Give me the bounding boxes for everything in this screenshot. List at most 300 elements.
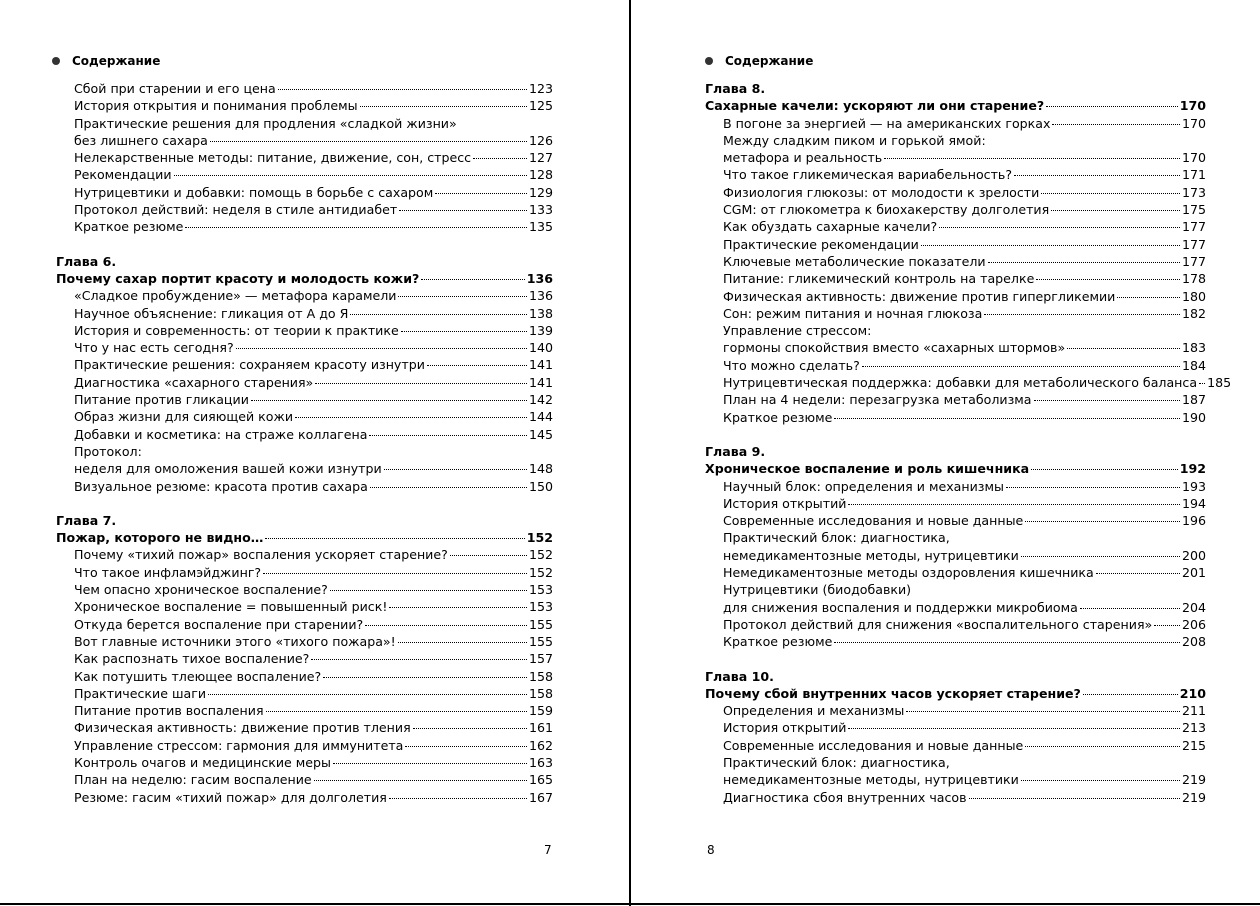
entry-page-number: 200	[1181, 547, 1206, 563]
entry-page-number: 123	[528, 81, 553, 96]
toc-entry[interactable]	[56, 754, 553, 771]
dot-leader	[1014, 175, 1180, 176]
entry-title: Рекомендации	[74, 167, 172, 183]
toc-entry[interactable]	[705, 270, 1206, 287]
dot-leader	[333, 763, 527, 764]
page-number: 7	[544, 843, 552, 857]
section-gap	[56, 495, 553, 512]
toc-entry[interactable]	[56, 132, 553, 149]
toc-entry[interactable]	[705, 581, 1206, 598]
dot-leader	[1067, 348, 1180, 349]
dot-leader	[1021, 556, 1180, 557]
toc-entry[interactable]	[56, 598, 553, 615]
entry-title: Глава 7.	[56, 512, 117, 528]
entry-page-number: 190	[1181, 409, 1206, 425]
entry-title: Почему сахар портит красоту и молодость кожи?	[56, 270, 420, 286]
right-page	[631, 0, 1260, 906]
chapter-heading-line[interactable]	[705, 668, 1206, 685]
chapter-heading-line[interactable]	[705, 80, 1206, 97]
section-gap	[705, 651, 1206, 668]
dot-leader	[311, 659, 527, 660]
entry-page-number: 126	[528, 132, 553, 148]
entry-title: Образ жизни для сияющей кожи	[74, 409, 294, 425]
entry-title: Практические решения: сохраняем красоту изнутри	[74, 357, 425, 373]
dot-leader	[1083, 694, 1178, 695]
toc-entry[interactable]	[705, 529, 1206, 546]
entry-page-number: 184	[1181, 357, 1206, 373]
entry-page-number: 128	[528, 167, 553, 183]
dot-leader	[365, 625, 527, 626]
entry-title: Физиология глюкозы: от молодости к зрелости	[723, 184, 1040, 200]
entry-title: Нутрицевтики (биодобавки)	[723, 582, 912, 598]
toc-entry[interactable]	[56, 287, 553, 304]
chapter-heading-line[interactable]	[705, 97, 1206, 114]
entry-title: Нелекарственные методы: питание, движение, сон, стресс	[74, 150, 472, 166]
dot-leader	[988, 262, 1180, 263]
entry-title: Пожар, которого не видно…	[56, 530, 264, 546]
entry-page-number: 140	[528, 340, 553, 356]
section-gap	[705, 426, 1206, 443]
entry-title: Протокол:	[74, 443, 142, 459]
toc-entry[interactable]	[705, 702, 1206, 719]
dot-leader	[939, 227, 1180, 228]
toc-entry[interactable]	[705, 633, 1206, 650]
dot-leader	[236, 348, 527, 349]
dot-leader	[884, 158, 1180, 159]
dot-leader	[834, 642, 1180, 643]
entry-page-number: 141	[528, 357, 553, 373]
entry-title: «Сладкое пробуждение» — метафора карамели	[74, 288, 397, 304]
entry-page-number: 196	[1181, 513, 1206, 529]
entry-page-number: 158	[528, 668, 553, 684]
entry-title: Нутрицевтики и добавки: помощь в борьбе с сахаром	[74, 184, 434, 200]
dot-leader	[323, 677, 527, 678]
dot-leader	[401, 331, 527, 332]
entry-title: Физическая активность: движение против тления	[74, 720, 411, 736]
entry-page-number: 170	[1179, 98, 1206, 114]
dot-leader	[1031, 469, 1178, 470]
toc-entry[interactable]	[56, 581, 553, 598]
entry-title: Немедикаментозные методы оздоровления кишечника	[723, 565, 1094, 581]
dot-leader	[208, 694, 527, 695]
entry-page-number: 152	[528, 564, 553, 580]
entry-title: немедикаментозные методы, нутрицевтики	[723, 772, 1019, 788]
dot-leader	[398, 642, 527, 643]
entry-title: Сбой при старении и его цена	[74, 81, 276, 96]
dot-leader	[435, 193, 527, 194]
chapter-heading-line[interactable]	[56, 512, 553, 529]
entry-page-number: 213	[1181, 720, 1206, 736]
entry-page-number: 204	[1181, 599, 1206, 615]
entry-title: Физическая активность: движение против гипергликемии	[723, 288, 1116, 304]
entry-title: История и современность: от теории к практике	[74, 322, 399, 338]
entry-page-number: 193	[1181, 478, 1206, 494]
toc-entry[interactable]	[705, 132, 1206, 149]
entry-page-number: 178	[1181, 271, 1206, 287]
entry-title: метафора и реальность	[723, 150, 883, 166]
chapter-heading-line[interactable]	[705, 685, 1206, 702]
toc-entry[interactable]	[56, 460, 553, 477]
entry-page-number: 136	[526, 270, 553, 286]
toc-entry[interactable]	[56, 391, 553, 408]
entry-title: Откуда берется воспаление при старении?	[74, 616, 364, 632]
entry-title: Глава 10.	[705, 668, 774, 684]
dot-leader	[360, 106, 527, 107]
toc-entry[interactable]	[56, 443, 553, 460]
entry-page-number: 183	[1181, 340, 1206, 356]
dot-leader	[413, 728, 527, 729]
toc-entry[interactable]	[56, 115, 553, 132]
entry-page-number: 133	[528, 202, 553, 218]
entry-title: Что можно сделать?	[723, 357, 860, 373]
toc-entry[interactable]	[56, 218, 553, 235]
entry-page-number: 136	[528, 288, 553, 304]
dot-leader	[398, 296, 526, 297]
dot-leader	[350, 314, 527, 315]
toc-entry[interactable]	[56, 374, 553, 391]
table-of-contents	[705, 80, 1232, 806]
entry-page-number: 167	[528, 789, 553, 805]
toc-entry[interactable]	[705, 495, 1206, 512]
entry-title: Глава 8.	[705, 81, 766, 96]
dot-leader	[295, 417, 527, 418]
toc-entry[interactable]	[705, 478, 1206, 495]
entry-page-number: 175	[1181, 202, 1206, 218]
entry-title: Современные исследования и новые данные	[723, 737, 1024, 753]
entry-title: без лишнего сахара	[74, 132, 208, 148]
entry-title: Протокол действий: неделя в стиле антидиабет	[74, 202, 398, 218]
page-number: 8	[707, 843, 715, 857]
entry-page-number: 192	[1179, 461, 1206, 477]
toc-entry[interactable]	[56, 408, 553, 425]
dot-leader	[370, 487, 527, 488]
entry-page-number: 170	[1181, 150, 1206, 166]
dot-leader	[921, 245, 1180, 246]
toc-entry[interactable]	[705, 166, 1206, 183]
toc-entry[interactable]	[705, 184, 1206, 201]
left-page-header	[52, 54, 160, 68]
bullet-icon	[705, 57, 713, 65]
toc-entry[interactable]	[705, 322, 1206, 339]
entry-title: История открытий	[723, 495, 847, 511]
entry-title: Визуальное резюме: красота против сахара	[74, 478, 368, 494]
entry-page-number: 152	[526, 530, 553, 546]
toc-entry[interactable]	[56, 685, 553, 702]
entry-title: Практический блок: диагностика,	[723, 754, 950, 770]
entry-page-number: 148	[528, 461, 553, 477]
dot-leader	[1051, 210, 1180, 211]
entry-page-number: 159	[528, 703, 553, 719]
toc-entry[interactable]	[705, 771, 1206, 788]
entry-title: Между сладким пиком и горькой ямой:	[723, 132, 986, 148]
dot-leader	[421, 279, 524, 280]
header-title: Содержание	[72, 54, 161, 68]
entry-title: Хроническое воспаление и роль кишечника	[705, 461, 1030, 477]
toc-entry[interactable]	[705, 512, 1206, 529]
toc-entry[interactable]	[705, 149, 1206, 166]
entry-page-number: 127	[528, 150, 553, 166]
entry-page-number: 129	[528, 184, 553, 200]
entry-page-number: 161	[528, 720, 553, 736]
toc-entry[interactable]	[56, 426, 553, 443]
entry-page-number: 185	[1207, 375, 1232, 391]
toc-entry[interactable]	[705, 253, 1206, 270]
toc-entry[interactable]	[56, 478, 553, 495]
entry-title: Почему «тихий пожар» воспаления ускоряет старение?	[74, 547, 448, 563]
entry-title: Ключевые метаболические показатели	[723, 253, 986, 269]
entry-title: для снижения воспаления и поддержки микробиома	[723, 599, 1078, 615]
entry-page-number: 138	[528, 305, 553, 321]
toc-entry[interactable]	[56, 305, 553, 322]
toc-entry[interactable]	[56, 184, 553, 201]
entry-page-number: 144	[528, 409, 553, 425]
toc-entry[interactable]	[56, 564, 553, 581]
entry-page-number: 163	[528, 754, 553, 770]
chapter-heading-line[interactable]	[705, 460, 1206, 477]
toc-entry[interactable]	[705, 754, 1206, 771]
entry-title: CGM: от глюкометра к биохакерству долголетия	[723, 202, 1050, 218]
entry-title: Почему сбой внутренних часов ускоряет старение?	[705, 685, 1081, 701]
entry-title: Научное объяснение: гликация от А до Я	[74, 305, 349, 321]
entry-title: Практические шаги	[74, 685, 207, 701]
toc-entry[interactable]	[56, 737, 553, 754]
entry-title: Как обуздать сахарные качели?	[723, 219, 938, 235]
toc-entry[interactable]	[56, 668, 553, 685]
entry-page-number: 157	[528, 651, 553, 667]
entry-page-number: 206	[1181, 616, 1206, 632]
toc-entry[interactable]	[56, 356, 553, 373]
dot-leader	[210, 141, 527, 142]
entry-title: Хроническое воспаление = повышенный риск!	[74, 599, 388, 615]
entry-title: Протокол действий для снижения «воспалительного старения»	[723, 616, 1153, 632]
entry-page-number: 215	[1181, 737, 1206, 753]
toc-entry[interactable]	[705, 599, 1206, 616]
dot-leader	[278, 89, 527, 90]
entry-title: Управление стрессом:	[723, 323, 872, 339]
dot-leader	[384, 469, 527, 470]
dot-leader	[969, 798, 1180, 799]
entry-page-number: 177	[1181, 253, 1206, 269]
entry-title: Управление стрессом: гармония для иммунитета	[74, 737, 404, 753]
entry-title: Практический блок: диагностика,	[723, 530, 950, 546]
dot-leader	[389, 607, 527, 608]
entry-title: Краткое резюме	[74, 219, 184, 235]
entry-page-number: 153	[528, 582, 553, 598]
left-page	[0, 0, 629, 906]
toc-entry[interactable]	[56, 201, 553, 218]
dot-leader	[848, 728, 1180, 729]
dot-leader	[1034, 400, 1180, 401]
dot-leader	[263, 573, 527, 574]
entry-page-number: 177	[1181, 219, 1206, 235]
toc-entry[interactable]	[56, 80, 553, 97]
entry-page-number: 153	[528, 599, 553, 615]
entry-title: Сон: режим питания и ночная глюкоза	[723, 305, 983, 321]
toc-entry[interactable]	[56, 789, 553, 806]
entry-title: Добавки и косметика: на страже коллагена	[74, 426, 368, 442]
toc-entry[interactable]	[705, 201, 1206, 218]
entry-title: В погоне за энергией — на американских горках	[723, 115, 1051, 131]
toc-entry[interactable]	[705, 236, 1206, 253]
toc-entry[interactable]	[705, 357, 1206, 374]
dot-leader	[389, 798, 527, 799]
entry-page-number: 187	[1181, 392, 1206, 408]
entry-title: Практические решения для продления «сладкой жизни»	[74, 115, 457, 131]
entry-title: Питание против гликации	[74, 392, 249, 408]
entry-title: Краткое резюме	[723, 409, 833, 425]
entry-title: Что такое инфламэйджинг?	[74, 564, 262, 580]
entry-title: Определения и механизмы	[723, 703, 905, 719]
chapter-heading-line[interactable]	[56, 529, 553, 546]
entry-page-number: 155	[528, 633, 553, 649]
entry-title: Питание против воспаления	[74, 703, 264, 719]
entry-title: Глава 9.	[705, 443, 766, 459]
toc-entry[interactable]	[56, 702, 553, 719]
dot-leader	[1036, 279, 1180, 280]
toc-entry[interactable]	[56, 339, 553, 356]
entry-title: Сахарные качели: ускоряют ли они старение?	[705, 98, 1045, 114]
chapter-heading-line[interactable]	[56, 253, 553, 270]
toc-entry[interactable]	[705, 305, 1206, 322]
dot-leader	[1096, 573, 1180, 574]
toc-entry[interactable]	[705, 339, 1206, 356]
entry-title: Питание: гликемический контроль на тарелке	[723, 271, 1035, 287]
toc-entry[interactable]	[56, 166, 553, 183]
entry-title: Диагностика сбоя внутренних часов	[723, 789, 967, 805]
entry-page-number: 219	[1181, 772, 1206, 788]
entry-title: Современные исследования и новые данные	[723, 513, 1024, 529]
toc-entry[interactable]	[705, 288, 1206, 305]
toc-entry[interactable]	[705, 409, 1206, 426]
dot-leader	[1025, 521, 1180, 522]
entry-page-number: 219	[1181, 789, 1206, 805]
entry-page-number: 165	[528, 772, 553, 788]
entry-page-number: 162	[528, 737, 553, 753]
bullet-icon	[52, 57, 60, 65]
entry-page-number: 171	[1181, 167, 1206, 183]
entry-page-number: 135	[528, 219, 553, 235]
dot-leader	[251, 400, 527, 401]
chapter-heading-line[interactable]	[705, 443, 1206, 460]
dot-leader	[266, 711, 527, 712]
entry-title: Научный блок: определения и механизмы	[723, 478, 1004, 494]
dot-leader	[1080, 608, 1180, 609]
section-gap	[56, 236, 553, 253]
toc-entry[interactable]	[56, 771, 553, 788]
dot-leader	[369, 435, 526, 436]
toc-entry[interactable]	[56, 719, 553, 736]
entry-page-number: 152	[528, 547, 553, 563]
entry-title: Чем опасно хроническое воспаление?	[74, 582, 328, 598]
entry-page-number: 155	[528, 616, 553, 632]
dot-leader	[848, 504, 1180, 505]
entry-title: Вот главные источники этого «тихого пожара»!	[74, 633, 396, 649]
entry-page-number: 211	[1181, 703, 1206, 719]
toc-entry[interactable]	[705, 616, 1206, 633]
entry-page-number: 180	[1181, 288, 1206, 304]
dot-leader	[1006, 487, 1180, 488]
entry-page-number: 150	[528, 478, 553, 494]
dot-leader	[174, 175, 527, 176]
toc-entry[interactable]	[705, 564, 1206, 581]
dot-leader	[984, 314, 1180, 315]
entry-title: История открытия и понимания проблемы	[74, 98, 358, 114]
entry-page-number: 173	[1181, 184, 1206, 200]
toc-entry[interactable]	[705, 374, 1232, 391]
header-title: Содержание	[725, 54, 814, 68]
dot-leader	[1052, 124, 1180, 125]
bottom-border	[0, 903, 1260, 905]
entry-page-number: 139	[528, 322, 553, 338]
dot-leader	[427, 365, 527, 366]
toc-entry[interactable]	[705, 218, 1206, 235]
toc-entry[interactable]	[705, 547, 1206, 564]
entry-page-number: 177	[1181, 236, 1206, 252]
entry-title: неделя для омоложения вашей кожи изнутри	[74, 461, 382, 477]
entry-title: Диагностика «сахарного старения»	[74, 374, 314, 390]
table-of-contents	[56, 80, 553, 806]
entry-page-number: 142	[528, 392, 553, 408]
dot-leader	[315, 383, 527, 384]
dot-leader	[862, 366, 1180, 367]
entry-page-number: 141	[528, 374, 553, 390]
toc-entry[interactable]	[705, 737, 1206, 754]
toc-entry[interactable]	[56, 97, 553, 114]
dot-leader	[1041, 193, 1180, 194]
entry-page-number: 182	[1181, 305, 1206, 321]
entry-title: немедикаментозные методы, нутрицевтики	[723, 547, 1019, 563]
toc-entry[interactable]	[56, 149, 553, 166]
dot-leader	[1199, 383, 1205, 384]
toc-entry[interactable]	[56, 633, 553, 650]
entry-page-number: 125	[528, 98, 553, 114]
dot-leader	[1046, 106, 1178, 107]
entry-title: Как распознать тихое воспаление?	[74, 651, 310, 667]
toc-entry[interactable]	[56, 322, 553, 339]
entry-title: Нутрицевтическая поддержка: добавки для метаболического баланса	[723, 375, 1198, 391]
toc-entry[interactable]	[56, 546, 553, 563]
entry-title: План на 4 недели: перезагрузка метаболизма	[723, 392, 1032, 408]
entry-page-number: 201	[1181, 565, 1206, 581]
entry-title: План на неделю: гасим воспаление	[74, 772, 312, 788]
entry-page-number: 145	[528, 426, 553, 442]
dot-leader	[1154, 625, 1180, 626]
toc-entry[interactable]	[56, 616, 553, 633]
entry-title: Глава 6.	[56, 253, 117, 269]
toc-entry[interactable]	[705, 115, 1206, 132]
entry-title: Резюме: гасим «тихий пожар» для долголетия	[74, 789, 387, 805]
toc-entry[interactable]	[56, 650, 553, 667]
dot-leader	[265, 538, 524, 539]
dot-leader	[185, 227, 527, 228]
entry-page-number: 194	[1181, 495, 1206, 511]
dot-leader	[405, 746, 527, 747]
entry-title: Контроль очагов и медицинские меры	[74, 754, 331, 770]
dot-leader	[450, 555, 527, 556]
toc-entry[interactable]	[705, 789, 1206, 806]
dot-leader	[906, 711, 1180, 712]
toc-entry[interactable]	[705, 719, 1206, 736]
chapter-heading-line[interactable]	[56, 270, 553, 287]
entry-page-number: 170	[1181, 115, 1206, 131]
entry-page-number: 208	[1181, 634, 1206, 650]
dot-leader	[314, 780, 527, 781]
right-page-header	[705, 54, 813, 68]
entry-page-number: 210	[1179, 685, 1206, 701]
toc-entry[interactable]	[705, 391, 1206, 408]
dot-leader	[1021, 780, 1180, 781]
entry-title: гормоны спокойствия вместо «сахарных штормов»	[723, 340, 1066, 356]
